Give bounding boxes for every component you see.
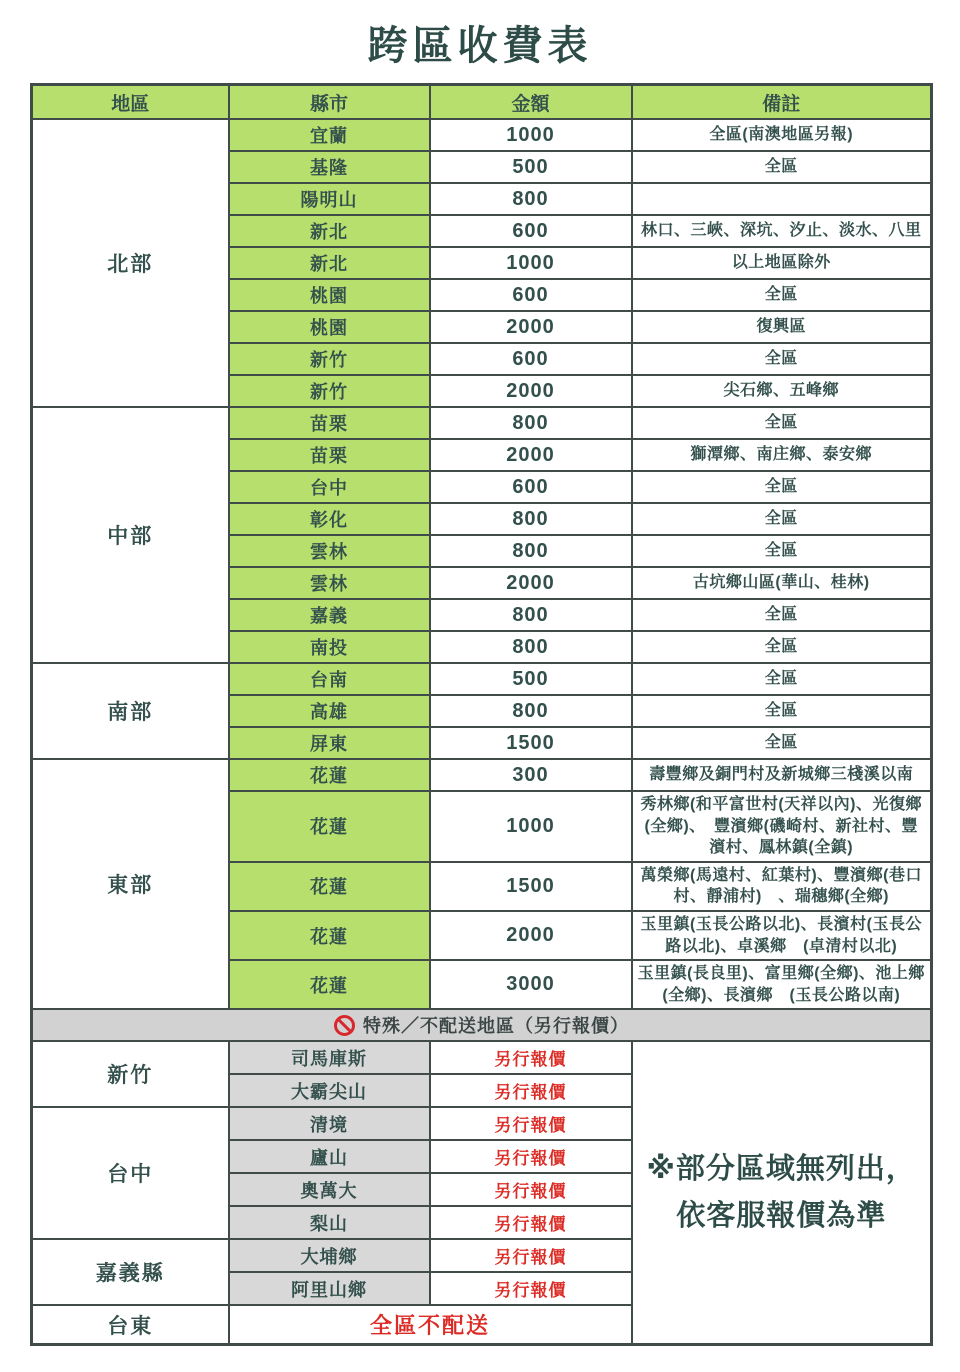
note-cell: 全區(南澳地區另報) [632,119,932,151]
amount-cell: 1000 [430,247,632,279]
county-cell: 屏東 [229,727,430,759]
special-row [32,1041,932,1074]
amount-cell: 800 [430,183,632,215]
special-banner-label: 特殊／不配送地區（另行報價） [363,1016,629,1037]
amount-cell: 2000 [430,567,632,599]
county-cell: 花蓮 [229,791,430,862]
note-cell: 全區 [632,279,932,311]
note-cell: 秀林鄉(和平富世村(天祥以內)、光復鄉(全鄉)、 豐濱鄉(磯崎村、新社村、豐濱村、鳳林鎮(全鎮) [632,791,932,862]
header-row [32,85,932,120]
price-cell: 另行報價 [430,1074,632,1107]
amount-cell: 3000 [430,960,632,1009]
note-cell: 全區 [632,151,932,183]
county-cell: 台南 [229,663,430,695]
amount-cell: 800 [430,599,632,631]
county-cell: 桃園 [229,311,430,343]
amount-cell: 600 [430,279,632,311]
county-cell: 花蓮 [229,862,430,911]
special-banner-cell [32,1009,932,1041]
note-cell: 全區 [632,695,932,727]
fee-row [32,119,932,151]
amount-cell: 800 [430,631,632,663]
amount-cell: 1500 [430,862,632,911]
special-note-line2: 依客服報價為準 [676,1199,887,1232]
region-cell: 新竹 [32,1041,229,1107]
note-cell: 玉里鎮(長良里)、富里鄉(全鄉)、池上鄉(全鄉)、長濱鄉 (玉長公路以南) [632,960,932,1009]
note-cell: 尖石鄉、五峰鄉 [632,375,932,407]
page-title: 跨區收費表 [367,24,593,68]
region-cell: 台東 [32,1305,229,1345]
region-cell: 嘉義縣 [32,1239,229,1305]
fee-row [32,407,932,439]
note-cell: 全區 [632,631,932,663]
county-cell: 彰化 [229,503,430,535]
note-cell: 萬榮鄉(馬遠村、紅葉村)、豐濱鄉(巷口村、靜浦村) 、瑞穗鄉(全鄉) [632,862,932,911]
price-cell: 另行報價 [430,1272,632,1305]
note-cell: 以上地區除外 [632,247,932,279]
special-note-cell [632,1041,932,1345]
place-cell: 清境 [229,1107,430,1140]
county-cell: 基隆 [229,151,430,183]
county-cell: 雲林 [229,535,430,567]
amount-cell: 2000 [430,311,632,343]
amount-cell: 1000 [430,791,632,862]
region-cell: 北部 [32,119,229,407]
county-cell: 桃園 [229,279,430,311]
amount-cell: 2000 [430,375,632,407]
note-cell: 復興區 [632,311,932,343]
amount-cell: 800 [430,407,632,439]
county-cell: 新北 [229,215,430,247]
county-cell: 宜蘭 [229,119,430,151]
amount-cell: 2000 [430,911,632,960]
note-cell: 全區 [632,343,932,375]
county-cell: 嘉義 [229,599,430,631]
place-cell: 梨山 [229,1206,430,1239]
note-cell: 古坑鄉山區(華山、桂林) [632,567,932,599]
amount-cell: 500 [430,663,632,695]
fee-row [32,759,932,791]
county-cell: 苗栗 [229,407,430,439]
note-cell: 玉里鎮(玉長公路以北)、長濱村(玉長公路以北)、卓溪鄉 (卓清村以北) [632,911,932,960]
place-cell: 阿里山鄉 [229,1272,430,1305]
header-county: 縣市 [229,85,430,120]
county-cell: 花蓮 [229,759,430,791]
price-cell: 另行報價 [430,1107,632,1140]
place-cell: 廬山 [229,1140,430,1173]
place-cell: 大霸尖山 [229,1074,430,1107]
note-cell: 全區 [632,663,932,695]
county-cell: 花蓮 [229,960,430,1009]
county-cell: 新竹 [229,375,430,407]
county-cell: 高雄 [229,695,430,727]
note-cell: 獅潭鄉、南庄鄉、泰安鄉 [632,439,932,471]
header-note: 備註 [632,85,932,120]
place-cell: 大埔鄉 [229,1239,430,1272]
amount-cell: 1000 [430,119,632,151]
amount-cell: 600 [430,343,632,375]
county-cell: 台中 [229,471,430,503]
county-cell: 新竹 [229,343,430,375]
note-cell [632,183,932,215]
price-cell: 另行報價 [430,1041,632,1074]
amount-cell: 500 [430,151,632,183]
price-cell: 另行報價 [430,1206,632,1239]
note-cell: 全區 [632,471,932,503]
amount-cell: 600 [430,471,632,503]
county-cell: 苗栗 [229,439,430,471]
price-cell: 另行報價 [430,1140,632,1173]
county-cell: 雲林 [229,567,430,599]
note-cell: 全區 [632,503,932,535]
note-cell: 壽豐鄉及銅門村及新城鄉三棧溪以南 [632,759,932,791]
amount-cell: 1500 [430,727,632,759]
amount-cell: 800 [430,535,632,567]
fee-row [32,663,932,695]
county-cell: 花蓮 [229,911,430,960]
place-cell: 司馬庫斯 [229,1041,430,1074]
region-cell: 中部 [32,407,229,663]
note-cell: 全區 [632,407,932,439]
note-cell: 全區 [632,535,932,567]
county-cell: 陽明山 [229,183,430,215]
cross-region-fee-table [30,83,933,1346]
county-cell: 南投 [229,631,430,663]
note-cell: 全區 [632,727,932,759]
amount-cell: 800 [430,695,632,727]
region-cell: 東部 [32,759,229,1009]
price-cell: 另行報價 [430,1239,632,1272]
county-cell: 新北 [229,247,430,279]
amount-cell: 800 [430,503,632,535]
region-cell: 南部 [32,663,229,759]
amount-cell: 300 [430,759,632,791]
special-note-line1: ※部分區域無列出， [646,1153,916,1186]
amount-cell: 2000 [430,439,632,471]
price-cell: 另行報價 [430,1173,632,1206]
place-cell: 奧萬大 [229,1173,430,1206]
no-delivery-cell: 全區不配送 [229,1305,632,1345]
amount-cell: 600 [430,215,632,247]
no-entry-icon [334,1015,355,1036]
header-amount: 金額 [430,85,632,120]
region-cell: 台中 [32,1107,229,1239]
special-banner-row [32,1009,932,1041]
note-cell: 全區 [632,599,932,631]
header-region: 地區 [32,85,229,120]
note-cell: 林口、三峽、深坑、汐止、淡水、八里 [632,215,932,247]
